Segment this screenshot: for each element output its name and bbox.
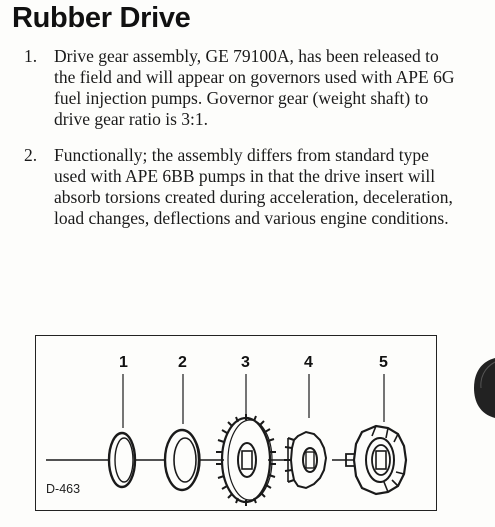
- part-4-rubber-insert: [284, 432, 326, 488]
- part-label-1: 1: [119, 354, 128, 371]
- list-item-text: Functionally; the assembly differs from standard type used with APE 6BB pumps in that the drive insert will absorb torsions created during acceleration, deceleration, load changes, deflections and various engine conditions.: [54, 145, 453, 228]
- part-1-thin-ring: [109, 433, 135, 487]
- list-item-1: [24, 46, 464, 130]
- list-item-number: 2.: [24, 145, 38, 165]
- part-label-2: 2: [178, 354, 187, 371]
- part-label-5: 5: [379, 354, 388, 371]
- figure-code: D-463: [46, 482, 81, 496]
- part-5-hub: [346, 426, 406, 494]
- list-item-text: Drive gear assembly, GE 79100A, has been released to the field and will appear on governors used with APE 6G fuel injection pumps. Governor gear (weight shaft) to drive gear ratio is 3:1.: [54, 46, 455, 129]
- list-item-2: [24, 145, 464, 229]
- part-2-washer: [165, 430, 200, 490]
- page-title: Rubber Drive: [12, 2, 191, 34]
- part-3-drive-gear: [216, 414, 276, 506]
- parts-drawing: [36, 336, 438, 512]
- binder-hole-mark: [474, 358, 495, 418]
- part-label-3: 3: [241, 354, 250, 371]
- exploded-parts-diagram: [35, 335, 437, 511]
- part-label-4: 4: [304, 354, 313, 371]
- list-item-number: 1.: [24, 46, 38, 66]
- numbered-list: [24, 46, 464, 244]
